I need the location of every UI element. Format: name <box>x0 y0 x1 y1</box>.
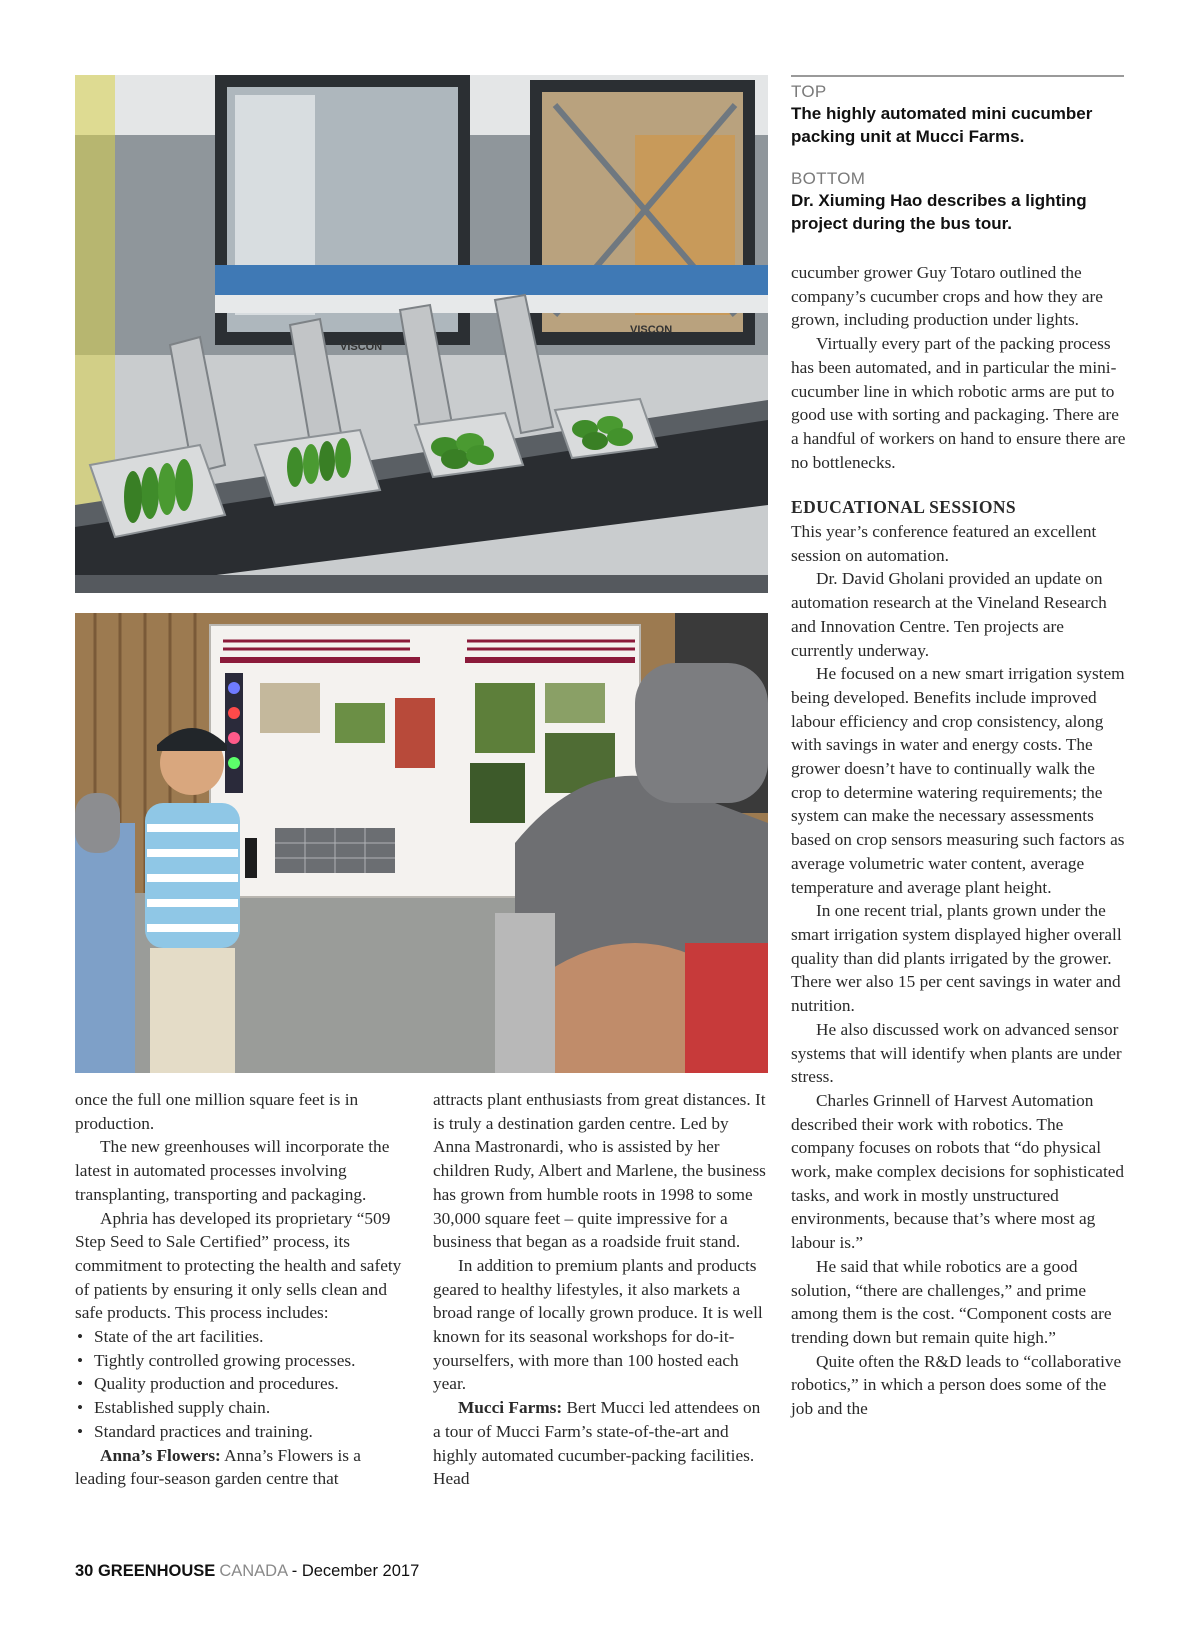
list-item: • Established supply chain. <box>75 1396 410 1420</box>
list-item: • Standard practices and training. <box>75 1420 410 1444</box>
runin-annas-flowers: Anna’s Flowers: <box>100 1445 221 1465</box>
article-column-left <box>75 1088 410 1491</box>
paragraph: He focused on a new smart irrigation system being developed. Benefits include improved labour efficiency and crop consistency, along with savings in water and energy costs. The grower doesn’t have to continually walk the crop to determine watering requirements; the system can make the necessary assessments based on crop sensors measuring such factors as average volumetric water content, average temperature and average plant height. <box>791 664 1125 897</box>
paragraph: He also discussed work on advanced sensor systems that will identify when plants are under stress. <box>791 1019 1122 1087</box>
page-footer <box>75 1562 419 1581</box>
caption-text-bottom: Dr. Xiuming Hao describes a lighting project during the bus tour. <box>791 191 1087 233</box>
paragraph: The new greenhouses will incorporate the latest in automated processes involving transplanting, transporting and packaging. <box>75 1137 390 1204</box>
paragraph: In one recent trial, plants grown under the smart irrigation system displayed higher overall quality than did plants irrigated by the grower. There wer also 15 per cent savings in water and nutrition. <box>791 901 1122 1016</box>
list-item: • Quality production and procedures. <box>75 1372 410 1396</box>
paragraph: Virtually every part of the packing process has been automated, and in particular the mini-cucumber line in which robotic arms are put to good use with sorting and packaging. There are a handful of workers on hand to ensure there are no bottlenecks. <box>791 334 1126 472</box>
process-list <box>75 1325 410 1444</box>
magazine-name: GREENHOUSE <box>97 1562 216 1580</box>
paragraph-text: Anna’s Flowers is a leading four-season garden centre that <box>75 1445 361 1489</box>
list-item: • State of the art facilities. <box>75 1325 410 1349</box>
runin-mucci-farms: Mucci Farms: <box>458 1398 563 1418</box>
caption-label-top: TOP <box>791 82 827 101</box>
paragraph: attracts plant enthusiasts from great distances. It is truly a destination garden centre. Led by Anna Mastronardi, who is assisted by her children Rudy, Albert and Marlene, the business has grown from humble roots in 1998 to some 30,000 square feet – quite impressive for a business that began as a roadside fruit stand. <box>433 1090 766 1252</box>
section-heading-educational-sessions: EDUCATIONAL SESSIONS <box>791 497 1017 518</box>
paragraph <box>75 1444 410 1491</box>
caption-label-bottom: BOTTOM <box>791 169 866 188</box>
paragraph: Aphria has developed its proprietary “509 Step Seed to Sale Certified” process, its commitment to protecting the health and safety of patients by ensuring it only sells clean and safe products. This process includes: <box>75 1208 402 1323</box>
photo-lighting-project-presentation <box>75 613 768 1073</box>
magazine-name-light: CANADA <box>219 1562 288 1580</box>
list-item: • Tightly controlled growing processes. <box>75 1349 410 1373</box>
paragraph: He said that while robotics are a good solution, “there are challenges,” and prime among them is the cost. “Component costs are trending down but remain quite high.” <box>791 1256 1112 1347</box>
paragraph: cucumber grower Guy Totaro outlined the company’s cucumber crops and how they are grown, including production under lights. <box>791 263 1103 330</box>
article-column-middle <box>433 1088 769 1491</box>
paragraph: Charles Grinnell of Harvest Automation described their work with robotics. The company focuses on robots that “do physical work, make complex decisions for sophisticated tasks, and work in mostly unstructured environments, because that’s where most ag labour is.” <box>791 1090 1125 1253</box>
page-number: 30 <box>75 1562 94 1580</box>
viscon-label-right: VISCON <box>630 324 673 336</box>
paragraph: This year’s conference featured an excellent session on automation. <box>791 522 1097 565</box>
paragraph <box>433 1396 769 1491</box>
paragraph: Quite often the R&D leads to “collaborative robotics,” in which a person does some of the job and the <box>791 1351 1122 1419</box>
viscon-label-left: VISCON <box>340 341 383 353</box>
paragraph: once the full one million square feet is in production. <box>75 1090 359 1133</box>
paragraph-text: Bert Mucci led attendees on a tour of Mucci Farm’s state-of-the-art and highly automated cucumber-packing facilities. Head <box>433 1398 761 1489</box>
issue-date: - December 2017 <box>291 1562 420 1580</box>
paragraph: Dr. David Gholani provided an update on automation research at the Vineland Research and Innovation Centre. Ten projects are currently underway. <box>791 569 1107 660</box>
article-column-right <box>791 261 1127 1421</box>
caption-text-top: The highly automated mini cucumber packing unit at Mucci Farms. <box>791 104 1093 146</box>
photo-captions <box>791 75 1124 255</box>
photo-cucumber-packing-line <box>75 75 768 593</box>
paragraph: In addition to premium plants and products geared to healthy lifestyles, it also markets a broad range of locally grown produce. It is well known for its seasonal workshops for do-it-yourselfers, with more than 100 hosted each year. <box>433 1255 763 1394</box>
